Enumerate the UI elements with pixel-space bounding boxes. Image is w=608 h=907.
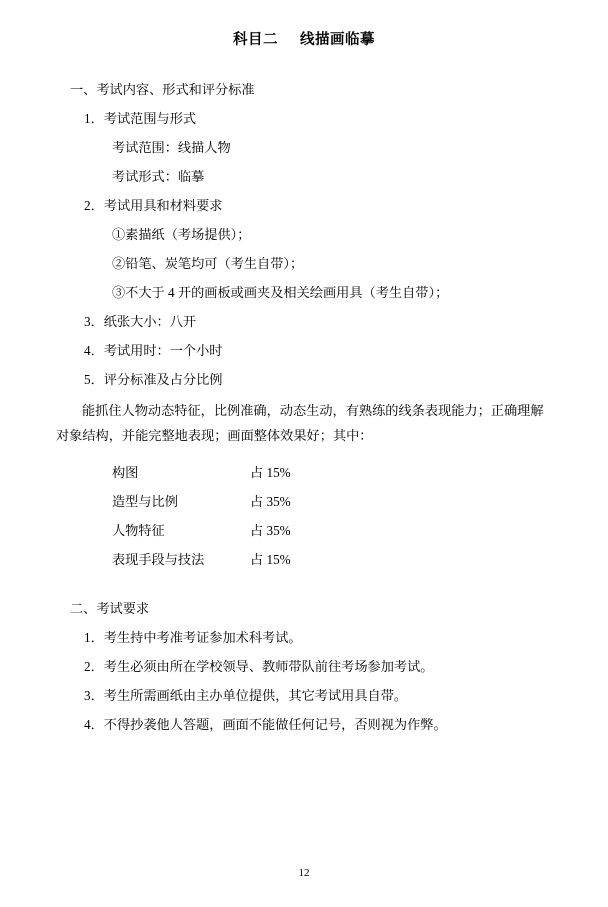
page-title-sub: 线描画临摹 — [300, 32, 375, 48]
item-2-sub-3: ③不大于 4 开的画板或画夹及相关绘画用具（考生自带）； — [112, 285, 449, 300]
criteria-paragraph-line-2: 对象结构，并能完整地表现；画面整体效果好；其中： — [56, 428, 373, 443]
item-1-sub-2: 考试形式：临摹 — [112, 169, 205, 184]
item-1-sub-1: 考试范围：线描人物 — [112, 140, 231, 155]
criteria-paragraph-line-1: 能抓住人物动态特征，比例准确，动态生动，有熟练的线条表现能力；正确理解 — [82, 403, 544, 418]
requirement-item-3: 3．考生所需画纸由主办单位提供，其它考试用具自带。 — [84, 688, 408, 703]
page-number: 12 — [298, 867, 310, 879]
item-4-label: 4．考试用时：一个小时 — [84, 343, 223, 358]
document-page — [0, 28, 608, 907]
page-title — [56, 28, 552, 49]
section-two — [56, 594, 552, 739]
score-row — [112, 458, 552, 487]
score-item-percent: 占 35% — [250, 494, 291, 509]
requirement-item-4: 4．不得抄袭他人答题，画面不能做任何记号，否则视为作弊。 — [84, 717, 447, 732]
score-row — [112, 545, 552, 574]
score-item-name: 构图 — [112, 465, 139, 480]
section-one — [56, 75, 552, 574]
requirement-item-2: 2．考生必须由所在学校领导、教师带队前往考场参加考试。 — [84, 659, 434, 674]
score-row — [112, 516, 552, 545]
item-2-sub-2: ②铅笔、炭笔均可（考生自带）； — [112, 256, 304, 271]
score-item-name: 表现手段与技法 — [112, 552, 205, 567]
score-item-percent: 占 15% — [250, 465, 291, 480]
score-item-name: 人物特征 — [112, 523, 165, 538]
item-2-sub-1: ①素描纸（考场提供）； — [112, 227, 251, 242]
section-one-heading: 一、考试内容、形式和评分标准 — [70, 82, 255, 97]
score-table — [56, 458, 552, 574]
item-2-label: 2．考试用具和材料要求 — [84, 198, 223, 213]
score-item-name: 造型与比例 — [112, 494, 178, 509]
item-1-label: 1．考试范围与形式 — [84, 111, 197, 126]
item-3-label: 3．纸张大小：八开 — [84, 314, 197, 329]
item-5-label: 5．评分标准及占分比例 — [84, 372, 223, 387]
section-two-heading: 二、考试要求 — [70, 601, 150, 616]
score-item-percent: 占 35% — [250, 523, 291, 538]
requirement-item-1: 1．考生持中考准考证参加术科考试。 — [84, 630, 302, 645]
score-item-percent: 占 15% — [250, 552, 291, 567]
page-title-main: 科目二 — [233, 32, 278, 48]
score-row — [112, 487, 552, 516]
requirements-list — [56, 623, 552, 739]
